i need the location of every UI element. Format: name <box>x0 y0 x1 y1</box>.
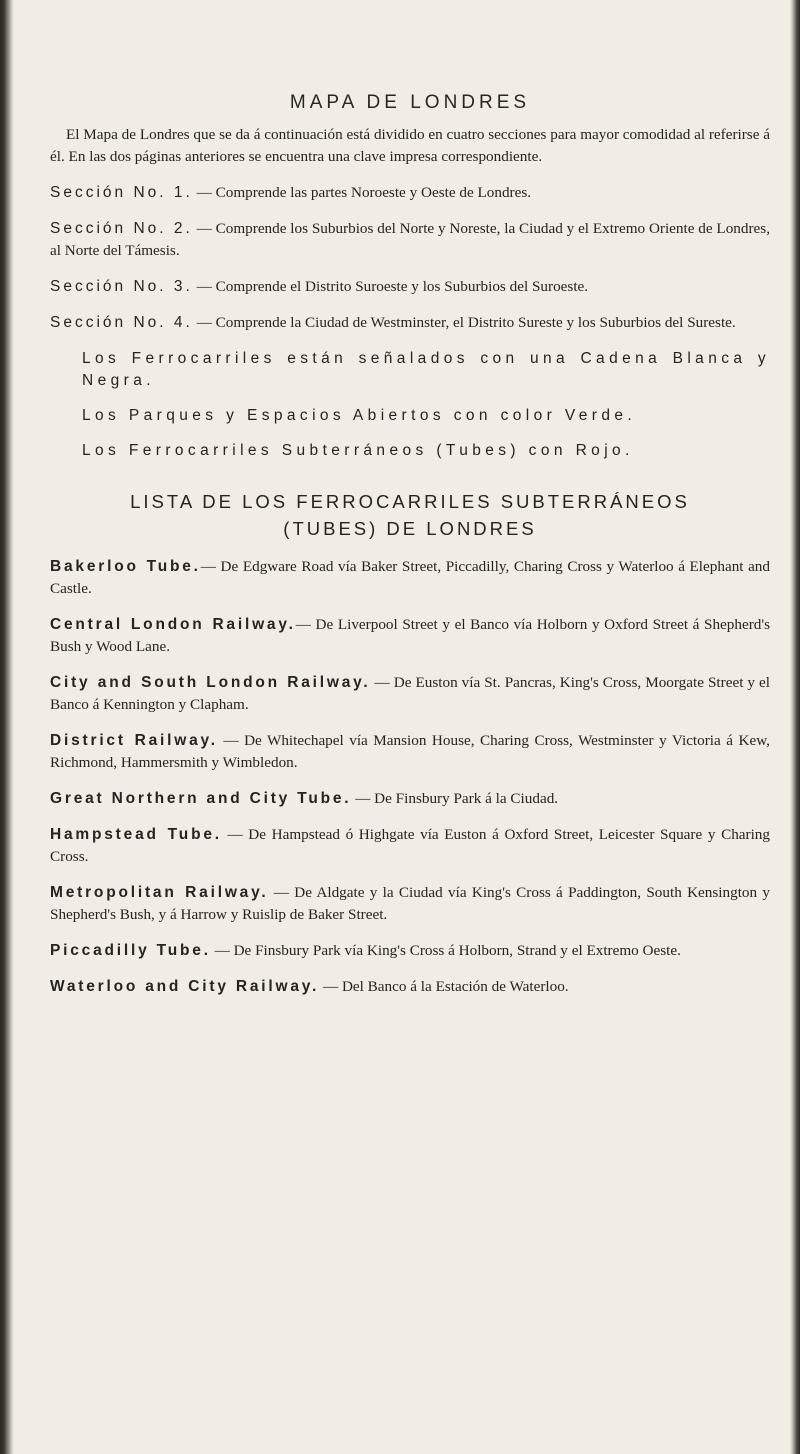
section-text: — Comprende las partes Noroeste y Oeste de Londres. <box>192 184 532 201</box>
line-description: — De Aldgate y la Ciudad vía King's Cross á Paddington, South Kensington y Shepherd's Bush, y á Harrow y Ruislip de Baker Street. <box>50 884 770 923</box>
line-description: — De Euston vía St. Pancras, King's Cross, Moorgate Street y el Banco á Kennington y Clapham. <box>50 674 770 713</box>
line-description: — De Finsbury Park á la Ciudad. <box>351 790 559 807</box>
section-2 <box>50 218 770 262</box>
legend-parks: Los Parques y Espacios Abiertos con color Verde. <box>82 407 637 424</box>
line-description: — De Liverpool Street y el Banco vía Holborn y Oxford Street á Shepherd's Bush y Wood Lane. <box>50 616 771 655</box>
line-entry-bakerloo <box>50 556 770 600</box>
line-description: — De Hampstead ó Highgate vía Euston á Oxford Street, Leicester Square y Charing Cross. <box>50 826 770 865</box>
tube-list-title-line-1: LISTA DE LOS FERROCARRILES SUBTERRÁNEOS <box>130 491 690 512</box>
page-title: MAPA DE LONDRES <box>289 92 531 113</box>
line-description: — De Finsbury Park vía King's Cross á Holborn, Strand y el Extremo Oeste. <box>210 942 681 959</box>
section-4 <box>50 312 770 334</box>
line-name: Waterloo and City Railway. <box>50 978 320 995</box>
section-label: Sección No. 3. <box>50 278 193 295</box>
page-edge-shadow <box>790 0 800 1454</box>
line-name: City and South London Railway. <box>50 674 371 691</box>
line-entry-central-london <box>50 614 770 658</box>
line-description: — De Whitechapel vía Mansion House, Charing Cross, Westminster y Victoria á Kew, Richmond, Hammersmith y Wimbledon. <box>50 732 770 771</box>
section-3 <box>50 276 770 298</box>
line-name: Central London Railway. <box>50 616 296 633</box>
line-name: Hampstead Tube. <box>50 826 222 843</box>
section-label: Sección No. 2. <box>50 220 193 237</box>
line-description: — Del Banco á la Estación de Waterloo. <box>319 978 569 995</box>
legend-railways: Los Ferrocarriles están señalados con una Cadena Blanca y Negra. <box>82 350 770 389</box>
line-entry-hampstead <box>50 824 770 868</box>
line-name: District Railway. <box>50 732 218 749</box>
section-label: Sección No. 4. <box>50 314 193 331</box>
line-entry-waterloo-city <box>50 976 770 998</box>
section-text: — Comprende el Distrito Suroeste y los Suburbios del Suroeste. <box>192 278 589 295</box>
page-binding-shadow <box>0 0 14 1454</box>
line-entry-piccadilly <box>50 940 770 962</box>
line-entry-district <box>50 730 770 774</box>
section-text: — Comprende la Ciudad de Westminster, el Distrito Sureste y los Suburbios del Sureste. <box>192 314 736 331</box>
tube-list-title-line-2: (TUBES) DE LONDRES <box>283 518 537 539</box>
section-1 <box>50 182 770 204</box>
line-description: — De Edgware Road vía Baker Street, Piccadilly, Charing Cross y Waterloo á Elephant and Castle. <box>50 558 770 597</box>
line-entry-city-south-london <box>50 672 770 716</box>
legend-tubes: Los Ferrocarriles Subterráneos (Tubes) con Rojo. <box>82 442 634 459</box>
line-name: Metropolitan Railway. <box>50 884 269 901</box>
tube-list-title <box>50 488 770 542</box>
line-name: Piccadilly Tube. <box>50 942 211 959</box>
line-entry-metropolitan <box>50 882 770 926</box>
section-text: — Comprende los Suburbios del Norte y Noreste, la Ciudad y el Extremo Oriente de Londres, al Norte del Támesis. <box>50 220 770 259</box>
section-label: Sección No. 1. <box>50 184 193 201</box>
line-name: Great Northern and City Tube. <box>50 790 352 807</box>
line-name: Bakerloo Tube. <box>50 558 201 575</box>
intro-paragraph: El Mapa de Londres que se da á continuación está dividido en cuatro secciones para mayor comodidad al referirse á él. En las dos páginas anteriores se encuentra una clave impresa correspondiente. <box>50 126 770 165</box>
page-content <box>50 92 770 1012</box>
line-entry-great-northern-city <box>50 788 770 810</box>
